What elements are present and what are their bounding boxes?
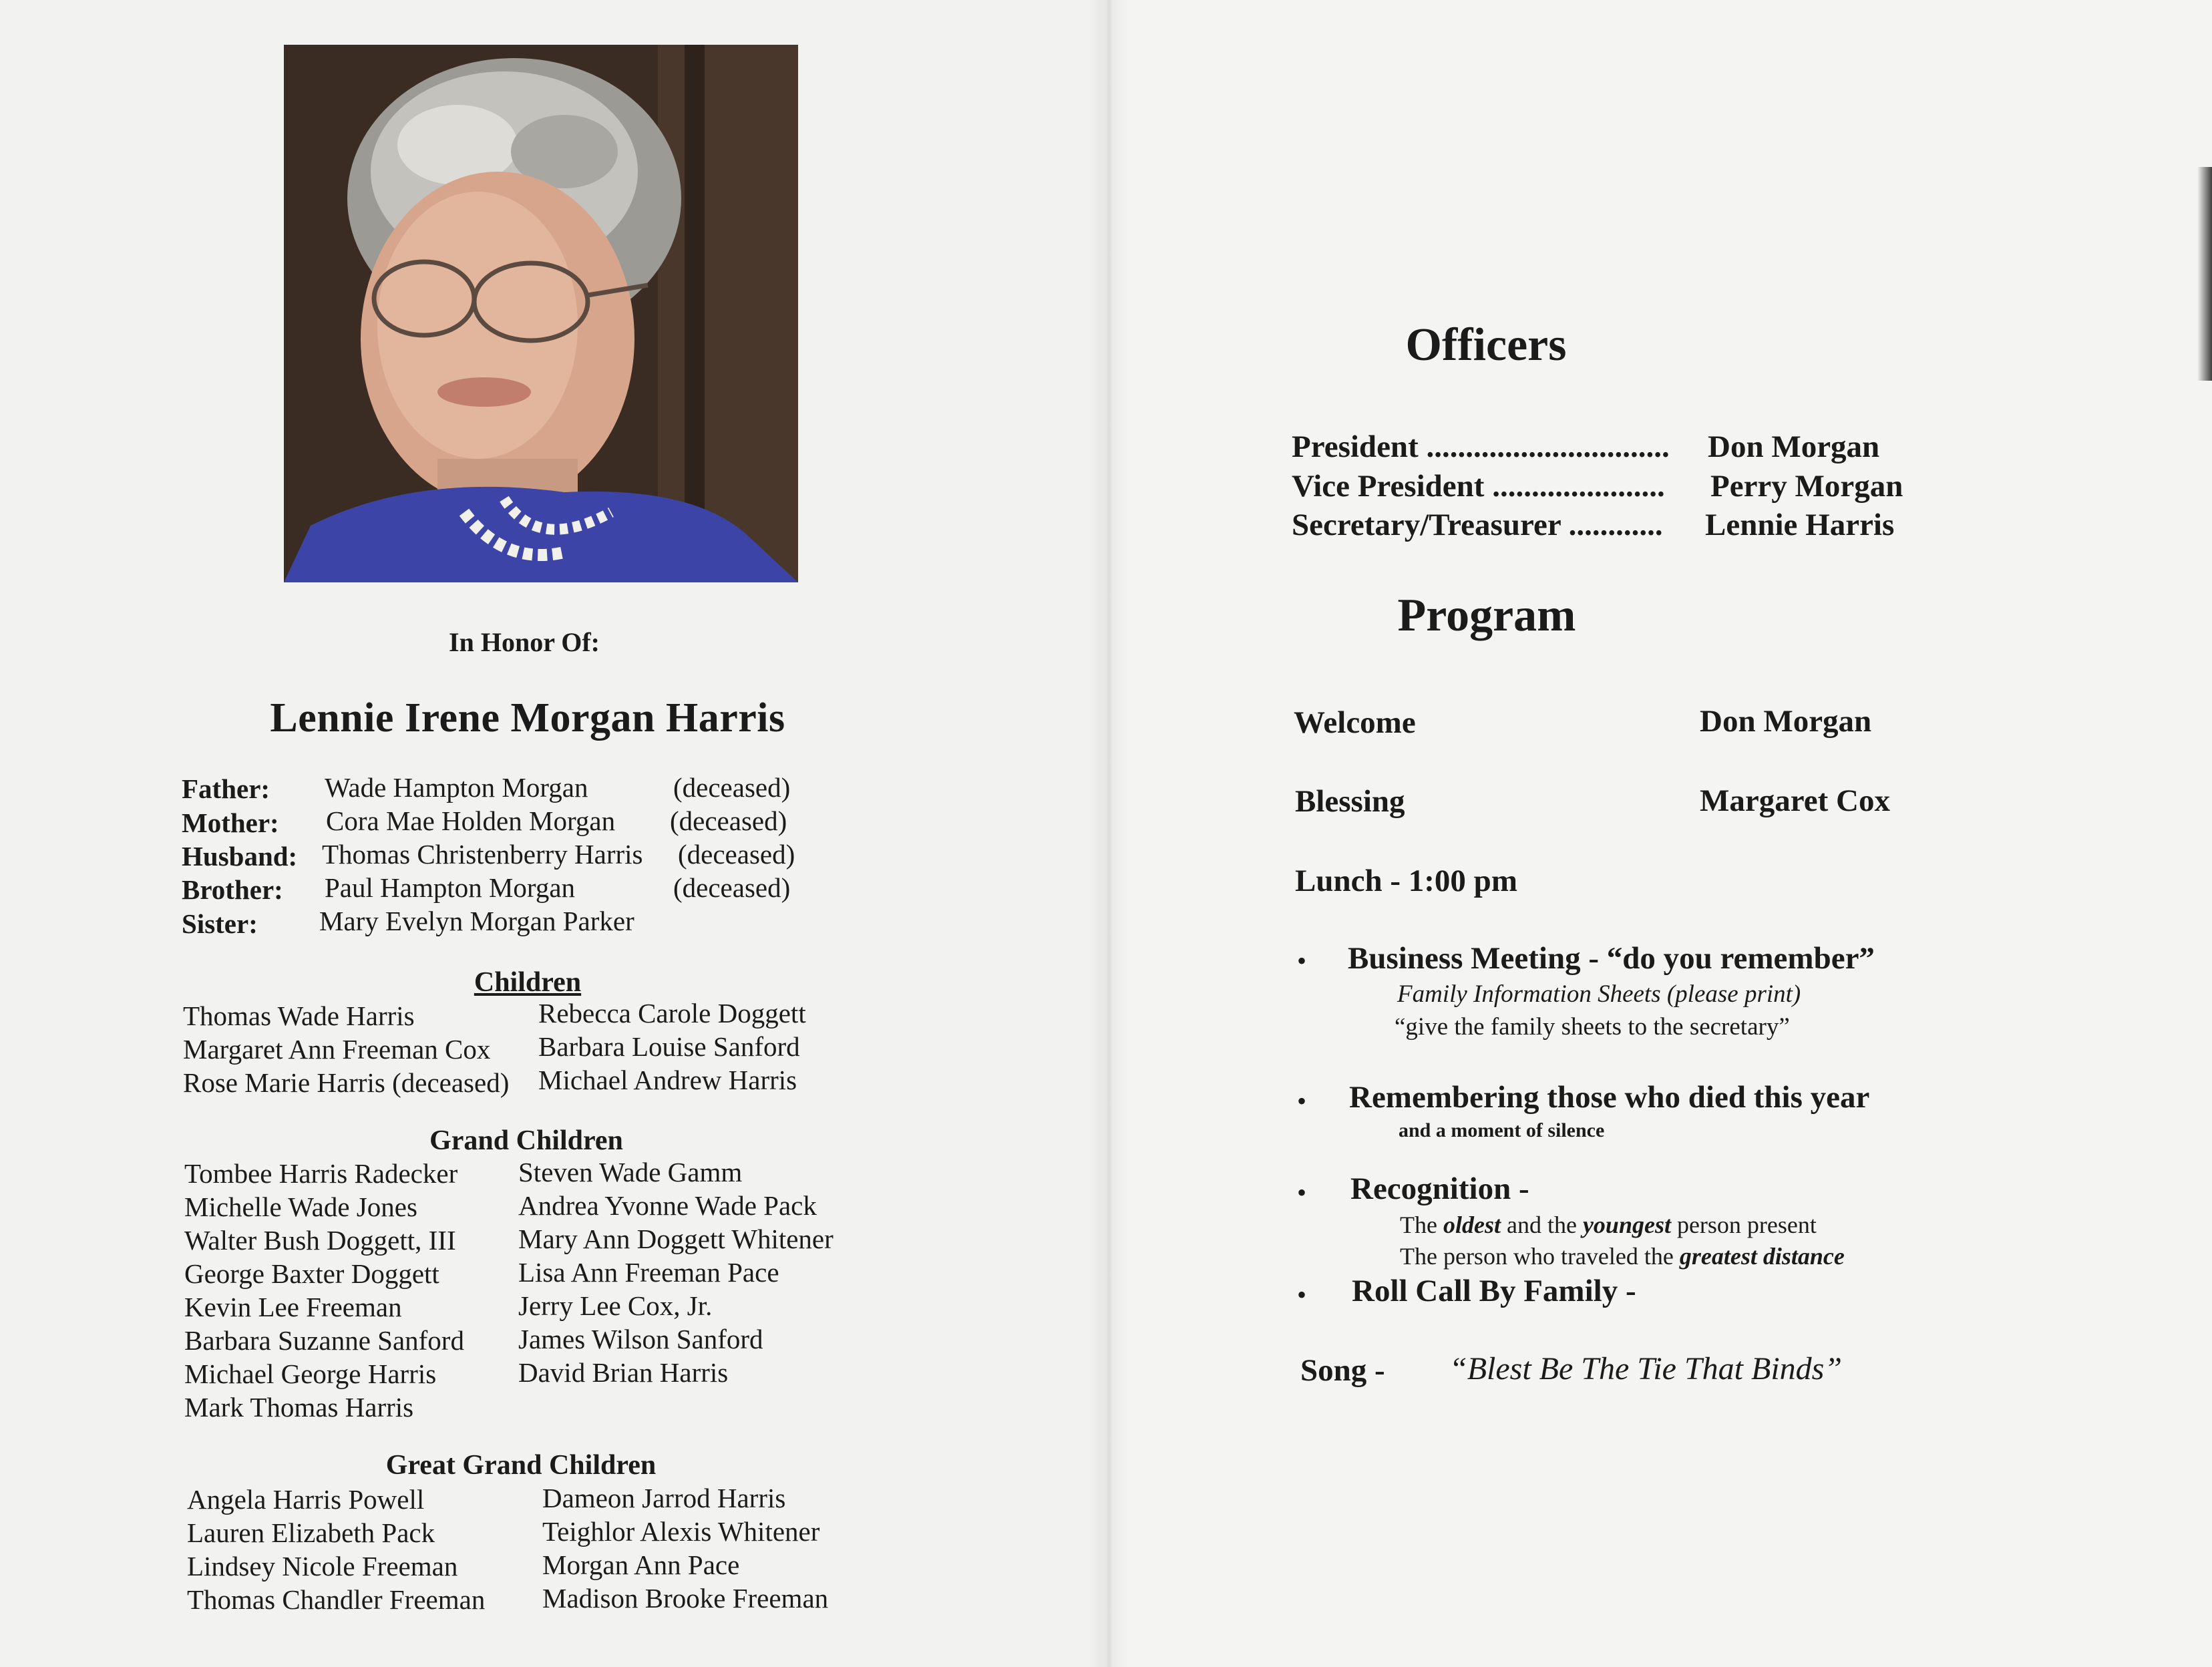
lunch-item: Lunch - 1:00 pm bbox=[1295, 864, 1517, 898]
officer-role-vice-president: Vice President ...................... bbox=[1292, 469, 1665, 504]
list-item: Rebecca Carole Doggett bbox=[538, 998, 806, 1029]
list-item: Angela Harris Powell bbox=[187, 1484, 425, 1515]
children-list-1 bbox=[183, 999, 509, 1099]
sister-label: Sister: bbox=[182, 908, 258, 939]
children-heading: Children bbox=[474, 967, 582, 998]
list-item: Morgan Ann Pace bbox=[542, 1549, 740, 1580]
list-item: Thomas Chandler Freeman bbox=[187, 1584, 486, 1615]
sister-name: Mary Evelyn Morgan Parker bbox=[319, 906, 634, 936]
great-grand-children-heading: Great Grand Children bbox=[385, 1450, 657, 1481]
business-meeting-line-2: “give the family sheets to the secretary” bbox=[1395, 1013, 1790, 1041]
remembering-title: Remembering those who died this year bbox=[1349, 1080, 1870, 1115]
list-item: Michelle Wade Jones bbox=[184, 1191, 417, 1222]
list-item: Jerry Lee Cox, Jr. bbox=[518, 1290, 713, 1321]
program-title: Program bbox=[1397, 590, 1576, 641]
mother-label: Mother: bbox=[182, 807, 279, 838]
brother-status: (deceased) bbox=[673, 872, 791, 903]
list-item: Barbara Louise Sanford bbox=[538, 1031, 800, 1062]
blessing-item: Blessing bbox=[1295, 784, 1405, 819]
list-item: Teighlor Alexis Whitener bbox=[542, 1516, 820, 1547]
great-grand-children-list-1 bbox=[187, 1483, 485, 1616]
song-title: “Blest Be The Tie That Binds” bbox=[1449, 1351, 1843, 1386]
brother-name: Paul Hampton Morgan bbox=[325, 872, 576, 903]
list-item: Dameon Jarrod Harris bbox=[542, 1483, 786, 1513]
father-label: Father: bbox=[182, 773, 270, 804]
list-item: Thomas Wade Harris bbox=[183, 1000, 415, 1031]
page-edge-shadow bbox=[2197, 167, 2212, 381]
recognition-title: Recognition - bbox=[1350, 1171, 1529, 1206]
list-item: Steven Wade Gamm bbox=[518, 1157, 743, 1187]
in-honor-of-label: In Honor Of: bbox=[449, 627, 600, 657]
mother-status: (deceased) bbox=[670, 805, 787, 836]
welcome-person: Don Morgan bbox=[1700, 704, 1872, 739]
list-item: Lindsey Nicole Freeman bbox=[187, 1551, 458, 1582]
officer-role-president: President ............................... bbox=[1292, 429, 1670, 464]
officers-title: Officers bbox=[1405, 319, 1567, 371]
list-item: Andrea Yvonne Wade Pack bbox=[518, 1190, 817, 1221]
page-fold bbox=[1089, 0, 1129, 1667]
blessing-person: Margaret Cox bbox=[1700, 783, 1890, 818]
list-item: Michael Andrew Harris bbox=[538, 1065, 797, 1095]
list-item: Walter Bush Doggett, III bbox=[184, 1225, 456, 1256]
officer-name-secretary-treasurer: Lennie Harris bbox=[1705, 508, 1895, 542]
left-page bbox=[0, 0, 1102, 1667]
bullet-icon: • bbox=[1297, 1177, 1307, 1208]
brother-label: Brother: bbox=[182, 874, 283, 905]
officer-name-vice-president: Perry Morgan bbox=[1710, 469, 1903, 504]
recognition-line-2: The person who traveled the greatest distance bbox=[1400, 1243, 1845, 1270]
list-item: Kevin Lee Freeman bbox=[184, 1292, 402, 1322]
mother-name: Cora Mae Holden Morgan bbox=[326, 805, 616, 836]
list-item: Tombee Harris Radecker bbox=[184, 1158, 458, 1189]
list-item: Margaret Ann Freeman Cox bbox=[183, 1034, 491, 1065]
children-list-2 bbox=[538, 996, 806, 1097]
list-item: George Baxter Doggett bbox=[184, 1258, 439, 1289]
bullet-icon: • bbox=[1297, 946, 1307, 976]
remembering-line-1: and a moment of silence bbox=[1399, 1119, 1605, 1141]
business-meeting-line-1: Family Information Sheets (please print) bbox=[1397, 980, 1801, 1008]
song-label: Song - bbox=[1300, 1353, 1385, 1388]
officer-role-secretary-treasurer: Secretary/Treasurer ............ bbox=[1292, 508, 1663, 542]
right-page bbox=[1102, 0, 2212, 1667]
officer-name-president: Don Morgan bbox=[1708, 429, 1880, 464]
honoree-name: Lennie Irene Morgan Harris bbox=[270, 695, 785, 741]
list-item: Barbara Suzanne Sanford bbox=[184, 1325, 464, 1356]
list-item: Mark Thomas Harris bbox=[184, 1392, 414, 1423]
list-item: Michael George Harris bbox=[184, 1358, 437, 1389]
father-name: Wade Hampton Morgan bbox=[325, 772, 588, 803]
husband-status: (deceased) bbox=[678, 839, 795, 870]
great-grand-children-list-2 bbox=[542, 1481, 828, 1615]
honoree-photo bbox=[284, 45, 798, 582]
list-item: James Wilson Sanford bbox=[518, 1324, 763, 1354]
business-meeting-title: Business Meeting - “do you remember” bbox=[1348, 941, 1875, 976]
list-item: Lauren Elizabeth Pack bbox=[187, 1517, 435, 1548]
husband-label: Husband: bbox=[182, 841, 298, 872]
husband-name: Thomas Christenberry Harris bbox=[322, 839, 643, 870]
grand-children-heading: Grand Children bbox=[429, 1125, 623, 1156]
welcome-item: Welcome bbox=[1294, 705, 1416, 740]
list-item: David Brian Harris bbox=[518, 1357, 729, 1388]
list-item: Lisa Ann Freeman Pace bbox=[518, 1257, 779, 1288]
grand-children-list-2 bbox=[518, 1155, 834, 1389]
grand-children-list-1 bbox=[184, 1157, 464, 1424]
list-item: Madison Brooke Freeman bbox=[542, 1583, 829, 1614]
bullet-icon: • bbox=[1297, 1086, 1307, 1116]
roll-call-title: Roll Call By Family - bbox=[1352, 1274, 1636, 1308]
recognition-line-1: The oldest and the youngest person present bbox=[1400, 1212, 1817, 1238]
list-item: Rose Marie Harris (deceased) bbox=[183, 1067, 510, 1098]
list-item: Mary Ann Doggett Whitener bbox=[518, 1224, 834, 1254]
father-status: (deceased) bbox=[673, 772, 791, 803]
bullet-icon: • bbox=[1297, 1280, 1307, 1310]
